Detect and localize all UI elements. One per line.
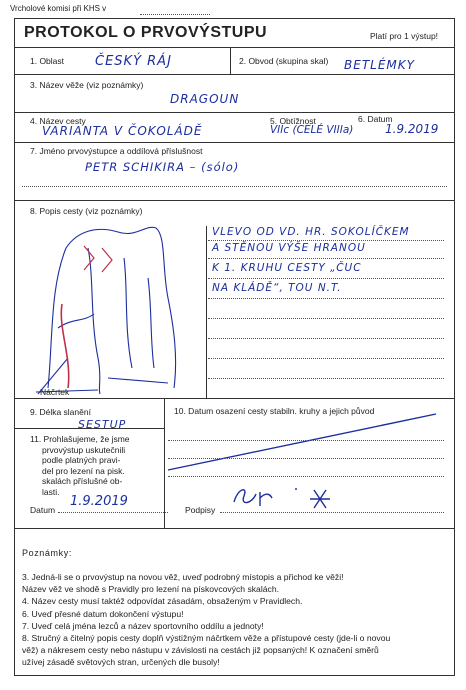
divider: [14, 398, 455, 399]
divider: [208, 298, 444, 299]
divider: [208, 358, 444, 359]
prohlaseni-line: skalách příslušné ob-: [42, 476, 123, 487]
note-line: Název věž ve shodě s Pravidly pro lezení na pískovcových skalách.: [22, 584, 279, 595]
divider: [168, 440, 444, 441]
osazeni-label: 10. Datum osazení cesty stabiln. kruhy a jejich původ: [174, 406, 375, 416]
divider: [208, 278, 444, 279]
popis-line-3[interactable]: K 1. KRUHU CESTY „ČUC: [212, 262, 362, 274]
committee-label: Vrcholové komisi při KHS v: [10, 4, 107, 13]
veze-value[interactable]: DRAGOUN: [170, 92, 240, 106]
cesta-value[interactable]: VARIANTA V ČOKOLÁDĚ: [42, 124, 203, 138]
divider: [14, 528, 455, 529]
divider: [168, 458, 444, 459]
datum-value[interactable]: 1.9.2019: [70, 494, 128, 509]
popis-line-1[interactable]: VLEVO OD VD. HR. SOKOLÍČKEM: [212, 226, 410, 238]
jmena-label: 7. Jméno prvovýstupce a oddílová příslušnost: [30, 146, 203, 156]
delka-value[interactable]: SESTUP: [78, 418, 127, 431]
divider: [14, 428, 164, 429]
datum-prv-value[interactable]: 1.9.2019: [385, 122, 439, 136]
divider: [14, 142, 455, 143]
oblast-label: 1. Oblast: [30, 56, 65, 66]
divider: [208, 318, 444, 319]
signature: [230, 480, 350, 514]
obtiznost-value[interactable]: VIIc (CELÉ VIIIa): [270, 124, 354, 136]
popis-label: 8. Popis cesty (viz poznámky): [30, 206, 143, 216]
page-title: PROTOKOL O PRVOVÝSTUPU: [24, 24, 268, 41]
divider: [208, 338, 444, 339]
prohlaseni-text: [30, 434, 130, 498]
divider: [208, 258, 444, 259]
veze-label: 3. Název věže (viz poznámky): [30, 80, 144, 90]
divider: [168, 476, 444, 477]
obvod-value[interactable]: BETLÉMKY: [344, 58, 415, 72]
obvod-label: 2. Obvod (skupina skal): [239, 56, 329, 66]
cesta-label: 4. Název cesty: [30, 116, 86, 126]
datum-label: Datum: [30, 505, 56, 515]
note-line: 6. Uveď přesné datum dokončení výstupu!: [22, 608, 184, 619]
divider: [208, 240, 444, 241]
prohlaseni-line: prvovýstup uskutečnili: [42, 444, 126, 455]
prohlaseni-line: 11. Prohlašujeme, že jsme: [30, 434, 130, 444]
prohlaseni-line: lasti.: [42, 486, 60, 497]
divider: [14, 47, 455, 48]
divider: [58, 512, 168, 513]
oblast-value[interactable]: ČESKÝ RÁJ: [95, 54, 172, 69]
divider: [208, 378, 444, 379]
note-line: užívej zásadě světových stran, určených dle busoly!: [22, 657, 220, 668]
divider: [22, 186, 447, 187]
popis-line-4[interactable]: NA KLÁDĚ“, TOU N.T.: [212, 282, 342, 294]
note-line: 4. Název cesty musí taktéž odpovídat zásadám, obsaženým v Pravidlech.: [22, 596, 303, 607]
divider: [14, 112, 455, 113]
route-sketch: [28, 218, 198, 398]
popis-line-2[interactable]: A STĚNOU VÝŠE HRANOU: [212, 242, 366, 254]
prohlaseni-line: del pro lezení na pisk.: [42, 465, 125, 476]
divider: [14, 74, 455, 75]
validity-note: Platí pro 1 výstup!: [370, 31, 439, 41]
note-line: věž) a nákresem cesty nebo nástupu v závislosti na cestách již popsaných! K označení směrů: [22, 645, 379, 656]
note-line: 3. Jedná-li se o prvovýstup na novou věž, uveď podrobný místopis a přichod ke věži!: [22, 572, 344, 582]
divider: [14, 200, 455, 201]
datum-prv-label: 6. Datum: [358, 114, 393, 124]
osazeni-strike: [164, 410, 444, 476]
nacrtek-label: Náčrtek: [40, 387, 70, 397]
obtiznost-label: 5. Obtížnost: [270, 116, 316, 126]
committee-line: [140, 14, 210, 15]
notes-title: Poznámky:: [22, 548, 72, 558]
note-line: 8. Stručný a čitelný popis cesty doplň výstižným náčrtkem věže a přístupové cesty (jde-li o novou: [22, 633, 391, 644]
podpisy-label: Podpisy: [185, 505, 216, 515]
notes-list: [22, 571, 390, 669]
note-line: 7. Uveď celá jména lezců a název sportovního oddílu a jednoty!: [22, 620, 264, 631]
jmena-value[interactable]: PETR SCHIKIRA – (sólo): [85, 160, 240, 174]
delka-label: 9. Délka slanění: [30, 407, 91, 417]
prohlaseni-line: podle platných pravi-: [42, 455, 121, 466]
divider: [206, 226, 207, 398]
divider: [230, 48, 231, 74]
